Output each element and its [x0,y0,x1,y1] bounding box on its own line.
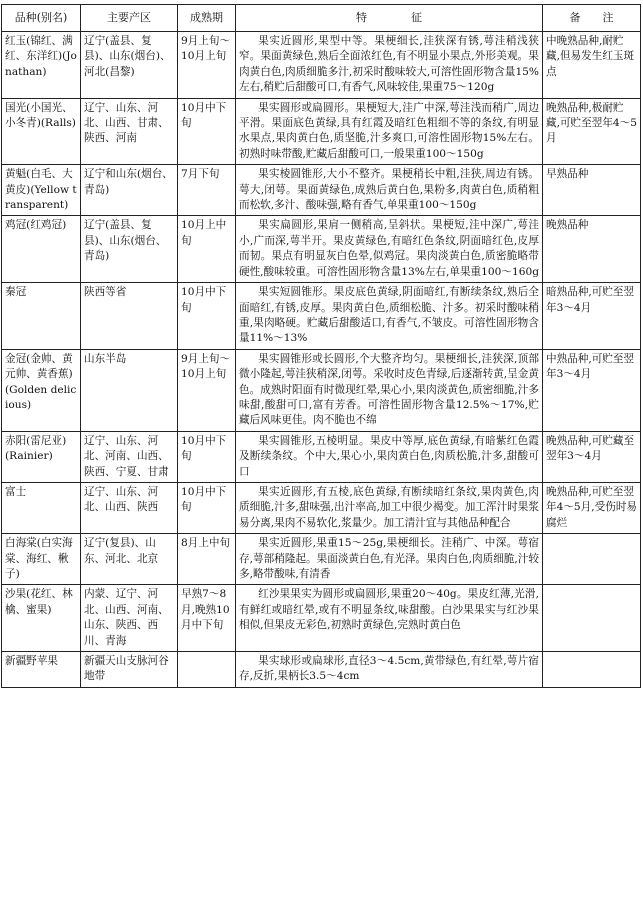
remarks: 晚熟品种 [543,216,641,283]
variety-name: 黄魁(白毛、大黄皮)(Yellow transparent) [2,165,81,216]
header-variety: 品种(别名) [2,5,81,32]
header-remarks: 备 注 [543,5,641,32]
growing-region: 陕西等省 [81,283,178,350]
table-row [2,32,641,99]
growing-region: 山东半岛 [81,349,178,431]
growing-region: 辽宁(复县)、山东、河北、北京 [81,534,178,585]
variety-name: 秦冠 [2,283,81,350]
ripening-period [178,652,236,688]
header-region: 主要产区 [81,5,178,32]
variety-name: 赤阳(雷尼亚)(Rainier) [2,431,81,482]
ripening-period: 10月中下旬 [178,98,236,165]
table-row [2,98,641,165]
table-row [2,652,641,688]
variety-name: 新疆野苹果 [2,652,81,688]
variety-name: 白海棠(白实海棠、海红、楸子) [2,534,81,585]
ripening-period: 9月上旬～10月上旬 [178,349,236,431]
features: 果实圆锥形或长圆形,个大整齐均匀。果梗细长,洼狭深,顶部微小隆起,萼洼狭稍深,闭萼。采收时皮色青绿,后逐渐转黄,呈金黄色。成熟时阳面有时微现红晕,果心小,果肉淡黄色,质密细脆,汁多味甜,酸甜可口,富有芳香。可溶性固形物含量12.5%～17%,贮藏后风味更佳。肉不脆也不绵 [236,349,543,431]
variety-name: 金冠(金帅、黄元帅、黄香蕉)(Golden delicious) [2,349,81,431]
remarks: 暗熟品种,可贮至翌年3～4月 [543,283,641,350]
growing-region: 辽宁、山东、河北、河南、山西、陕西、宁夏、甘肃 [81,431,178,482]
features: 果实短圆锥形。果皮底色黄绿,阴面暗红,有断续条纹,熟后全面暗红,有锈,皮厚。果肉黄白色,质细松脆、汁多。初采时酸味稍重,果肉略硬。贮藏后甜酸适口,有香气,不皱皮。可溶性固形物含量11%～13% [236,283,543,350]
growing-region: 辽宁、山东、河北、山西、陕西 [81,482,178,533]
features: 红沙果果实为圆形或扁圆形,果重20～40g。果皮红薄,光滑,有鲜红或暗红晕,或有不明显条纹,味甜酸。白沙果果实与红沙果相似,但果皮无彩色,初熟时黄绿色,完熟时黄白色 [236,585,543,652]
header-ripening: 成熟期 [178,5,236,32]
variety-name: 鸡冠(红鸡冠) [2,216,81,283]
variety-name: 沙果(花红、林檎、蜜果) [2,585,81,652]
variety-name: 富士 [2,482,81,533]
variety-name: 国光(小国光、小冬青)(Ralls) [2,98,81,165]
table-row [2,349,641,431]
features: 果实近圆形,有五棱,底色黄绿,有断续暗红条纹,果肉黄色,肉质细脆,汁多,甜味强,出汁率高,加工中很少褐变。加工浑汁时果浆易分离,果肉不易软化,浆量少。加工清汁宜与其他品种配合 [236,482,543,533]
remarks: 晚熟品种,极耐贮藏,可贮至翌年4～5月 [543,98,641,165]
remarks: 中熟品种,可贮至翌年3～4月 [543,349,641,431]
remarks: 早熟品种 [543,165,641,216]
ripening-period: 10月上中旬 [178,216,236,283]
table-row [2,534,641,585]
growing-region: 辽宁和山东(烟台、青岛) [81,165,178,216]
ripening-period: 7月下旬 [178,165,236,216]
ripening-period: 10月中下旬 [178,283,236,350]
remarks [543,652,641,688]
remarks [543,534,641,585]
table-row [2,283,641,350]
table-row [2,482,641,533]
growing-region: 辽宁(盖县、复县)、山东(烟台)、河北(昌黎) [81,32,178,99]
table-row [2,216,641,283]
variety-name: 红玉(锦红、满红、东洋红)(Jonathan) [2,32,81,99]
remarks: 晚熟品种,可贮至翌年4～5月,受伤时易腐烂 [543,482,641,533]
remarks: 晚熟品种,可贮藏至翌年3～4月 [543,431,641,482]
remarks: 中晚熟品种,耐贮藏,但易发生红玉斑点 [543,32,641,99]
ripening-period: 10月中下旬 [178,482,236,533]
growing-region: 新疆天山支脉河谷地带 [81,652,178,688]
features: 果实棱圆锥形,大小不整齐。果梗稍长中粗,洼狭,周边有锈。萼大,闭萼。果面黄绿色,成熟后黄白色,果粉多,肉黄白色,质稍粗而松软,多汁、酸味强,略有香气,单果重100～150g [236,165,543,216]
growing-region: 辽宁(盖县、复县)、山东(烟台、青岛) [81,216,178,283]
apple-variety-table [1,4,641,688]
table-row [2,165,641,216]
features: 果实圆锥形,五棱明显。果皮中等厚,底色黄绿,有暗紫红色霞及断续条纹。个中大,果心小,果肉黄白色,肉质松脆,汁多,甜酸可口 [236,431,543,482]
features: 果实圆形或扁圆形。果梗短大,洼广中深,萼洼浅而稍广,周边平滑。果面底色黄绿,具有红霞及暗红色粗细不等的条纹,有明显水果点,果肉黄白色,质坚脆,汁多爽口,可溶性固形物15%左右。初熟时味带酸,贮藏后甜酸可口,一般果重100～150g [236,98,543,165]
features: 果实球形或扁球形,直径3～4.5cm,黄带绿色,有红晕,萼片宿存,反折,果柄长3.5～4cm [236,652,543,688]
header-features: 特 征 [236,5,543,32]
features: 果实近圆形,果型中等。果梗细长,洼狭深有锈,萼洼稍浅狭窄。果面黄绿色,熟后全面浓红色,有不明显小果点,外形美观。果肉黄白色,肉质细脆多汁,初采时酸味较大,可溶性固形物含量15%左右,稍贮后甜酸可口,有香气,风味较佳,果重75～120g [236,32,543,99]
ripening-period: 9月上旬～10月上旬 [178,32,236,99]
remarks [543,585,641,652]
header-row [2,5,641,32]
ripening-period: 8月上中旬 [178,534,236,585]
features: 果实扁圆形,果肩一侧稍高,呈斜状。果梗短,洼中深广,萼洼小,广而深,萼半开。果皮黄绿色,有暗红色条纹,阴面暗红色,皮厚而韧。果点有明显灰白色晕,似鸡冠。果肉淡黄白色,质密脆略带硬性,酸味较重。可溶性固形物含量13%左右,单果重100～160g [236,216,543,283]
ripening-period: 10月中下旬 [178,431,236,482]
growing-region: 辽宁、山东、河北、山西、甘肃、陕西、河南 [81,98,178,165]
ripening-period: 早熟7～8月,晚熟10月中下旬 [178,585,236,652]
table-row [2,585,641,652]
features: 果实近圆形,果重15～25g,果梗细长。洼稍广、中深。萼宿存,萼部稍隆起。果面淡黄白色,有光泽。果肉白色,肉质细脆,汁较多,略带酸味,有清香 [236,534,543,585]
table-row [2,431,641,482]
growing-region: 内蒙、辽宁、河北、山西、河南、山东、陕西、西川、青海 [81,585,178,652]
